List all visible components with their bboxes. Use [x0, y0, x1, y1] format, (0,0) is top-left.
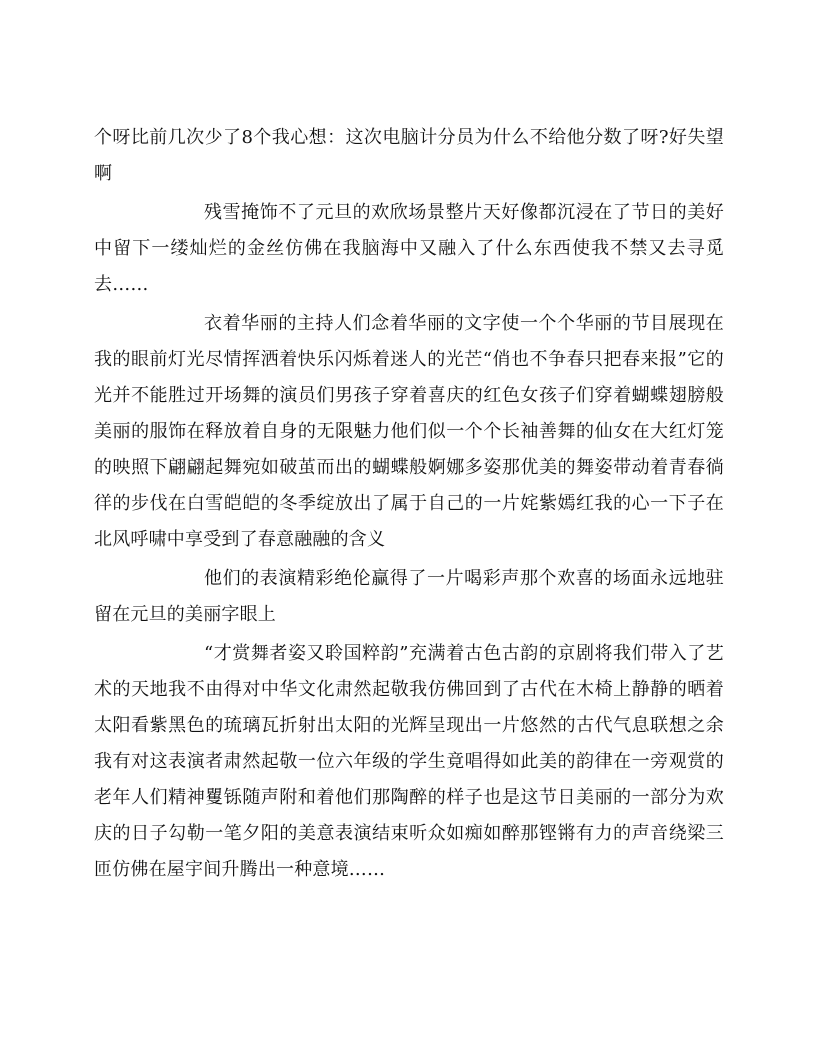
- paragraph-hosts-dance: 衣着华丽的主持人们念着华丽的文字使一个个华丽的节目展现在我的眼前灯光尽情挥洒着快乐闪烁着迷人的光芒“俏也不争春只把春来报”它的光并不能胜过开场舞的演员们男孩子穿着喜庆的红色女孩子们穿着蝴蝶翅膀般美丽的服饰在释放着自身的无限魅力他们似一个个长袖善舞的仙女在大红灯笼的映照下翩翩起舞宛如破茧而出的蝴蝶般婀娜多姿那优美的舞姿带动着青春徜徉的步伐在白雪皑皑的冬季绽放出了属于自己的一片姹紫嫣红我的心一下子在北风呼啸中享受到了春意融融的含义: [94, 313, 724, 550]
- body-text: [94, 120, 724, 888]
- paragraph-applause: 他们的表演精彩绝伦赢得了一片喝彩声那个欢喜的场面永远地驻留在元旦的美丽字眼上: [94, 568, 724, 625]
- paragraph-continuation: 个呀比前几次少了8个我心想：这次电脑计分员为什么不给他分数了呀?好失望啊: [94, 127, 724, 184]
- paragraph-opera: “才赏舞者姿又聆国粹韵”充满着古色古韵的京剧将我们带入了艺术的天地我不由得对中华文化肃然起敬我仿佛回到了古代在木椅上静静的晒着太阳看紫黑色的琉璃瓦折射出太阳的光辉呈现出一片悠然的古代气息联想之余我有对这表演者肃然起敬一位六年级的学生竟唱得如此美的韵律在一旁观赏的老年人们精神矍铄随声附和着他们那陶醉的样子也是这节日美丽的一部分为欢庆的日子勾勒一笔夕阳的美意表演结束听众如痴如醉那铿锵有力的声音绕梁三匝仿佛在屋宇间升腾出一种意境……: [94, 643, 724, 880]
- paragraph-snow: 残雪掩饰不了元旦的欢欣场景整片天好像都沉浸在了节日的美好中留下一缕灿烂的金丝仿佛在我脑海中又融入了什么东西使我不禁又去寻觅去……: [94, 202, 724, 295]
